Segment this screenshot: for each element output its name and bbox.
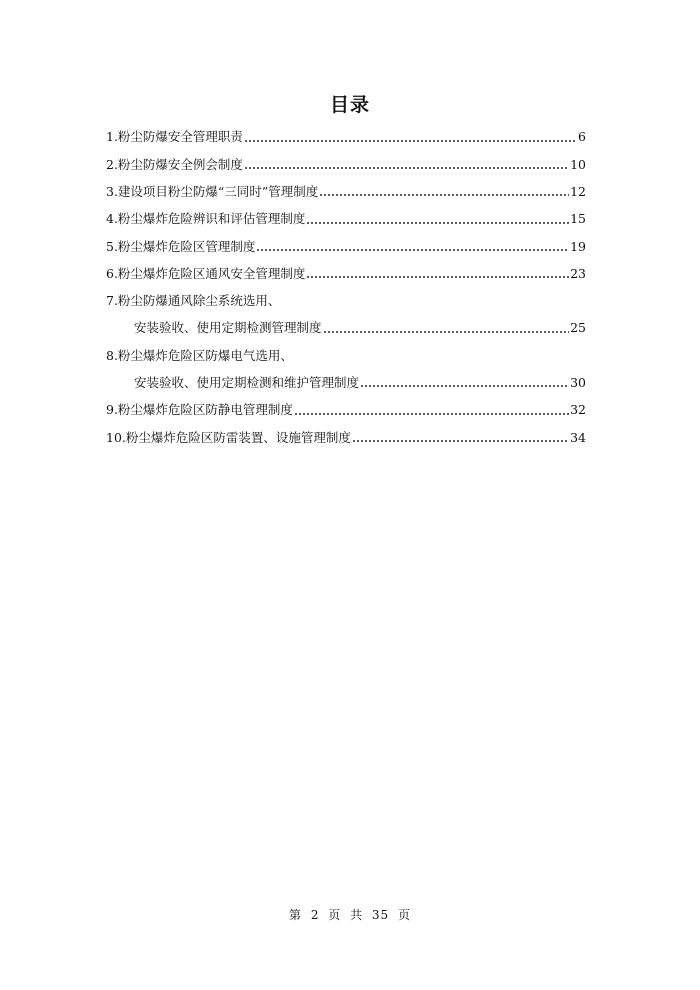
toc-entry-page: 12: [570, 183, 586, 199]
toc-entry[interactable]: [106, 424, 586, 451]
toc-entry-text: 1.粉尘防爆安全管理职责: [106, 129, 243, 145]
toc-entry-text: 10.粉尘爆炸危险区防雷装置、设施管理制度: [106, 429, 351, 445]
toc-entry-text: 4.粉尘爆炸危险辨识和评估管理制度: [106, 211, 306, 227]
toc-leader-dots: [244, 160, 569, 170]
toc-entry-heading-line[interactable]: [106, 288, 586, 315]
toc-title: 目录: [329, 94, 370, 116]
toc-leader-dots: [352, 433, 569, 443]
toc-entry-page: 30: [570, 375, 586, 391]
toc-leader-dots: [360, 378, 569, 388]
toc-entry-text: 5.粉尘爆炸危险区管理制度: [106, 238, 256, 254]
toc-entry[interactable]: [106, 179, 586, 206]
toc-entry-text: 6.粉尘爆炸危险区通风安全管理制度: [106, 265, 306, 281]
toc-entry-text: 7.粉尘防爆通风除尘系统选用、: [106, 293, 281, 309]
toc-entry[interactable]: [106, 260, 586, 287]
table-of-contents: [106, 124, 586, 452]
toc-leader-dots: [323, 324, 570, 334]
toc-entry-text: 8.粉尘爆炸危险区防爆电气选用、: [106, 347, 293, 363]
toc-entry[interactable]: [106, 233, 586, 260]
toc-leader-dots: [256, 242, 569, 252]
toc-entry[interactable]: [106, 124, 586, 151]
toc-entry-text: 安装验收、使用定期检测管理制度: [134, 320, 322, 336]
toc-entry[interactable]: [106, 397, 586, 424]
toc-entry[interactable]: [106, 151, 586, 178]
toc-leader-dots: [319, 187, 569, 197]
toc-entry-text: 9.粉尘爆炸危险区防静电管理制度: [106, 402, 293, 418]
toc-entry-page: 15: [570, 211, 586, 227]
page-footer: 第 2 页 共 35 页: [289, 908, 411, 922]
toc-entry-text: 3.建设项目粉尘防爆“三同时”管理制度: [106, 183, 319, 199]
toc-entry-page: 6: [578, 129, 586, 145]
toc-entry-page: 19: [570, 238, 586, 254]
toc-entry-page: 10: [570, 156, 586, 172]
toc-leader-dots: [306, 269, 569, 279]
toc-entry-text: 安装验收、使用定期检测和维护管理制度: [134, 375, 360, 391]
toc-leader-dots: [294, 406, 569, 416]
toc-entry-page: 32: [570, 402, 586, 418]
toc-entry-page: 34: [570, 429, 586, 445]
toc-entry[interactable]: [106, 206, 586, 233]
toc-leader-dots: [244, 133, 577, 143]
toc-entry-continuation[interactable]: [106, 315, 586, 342]
toc-entry-continuation[interactable]: [106, 370, 586, 397]
toc-entry-heading-line[interactable]: [106, 342, 586, 369]
toc-entry-text: 2.粉尘防爆安全例会制度: [106, 156, 243, 172]
toc-leader-dots: [306, 215, 569, 225]
toc-entry-page: 23: [570, 265, 586, 281]
toc-entry-page: 25: [570, 320, 586, 336]
